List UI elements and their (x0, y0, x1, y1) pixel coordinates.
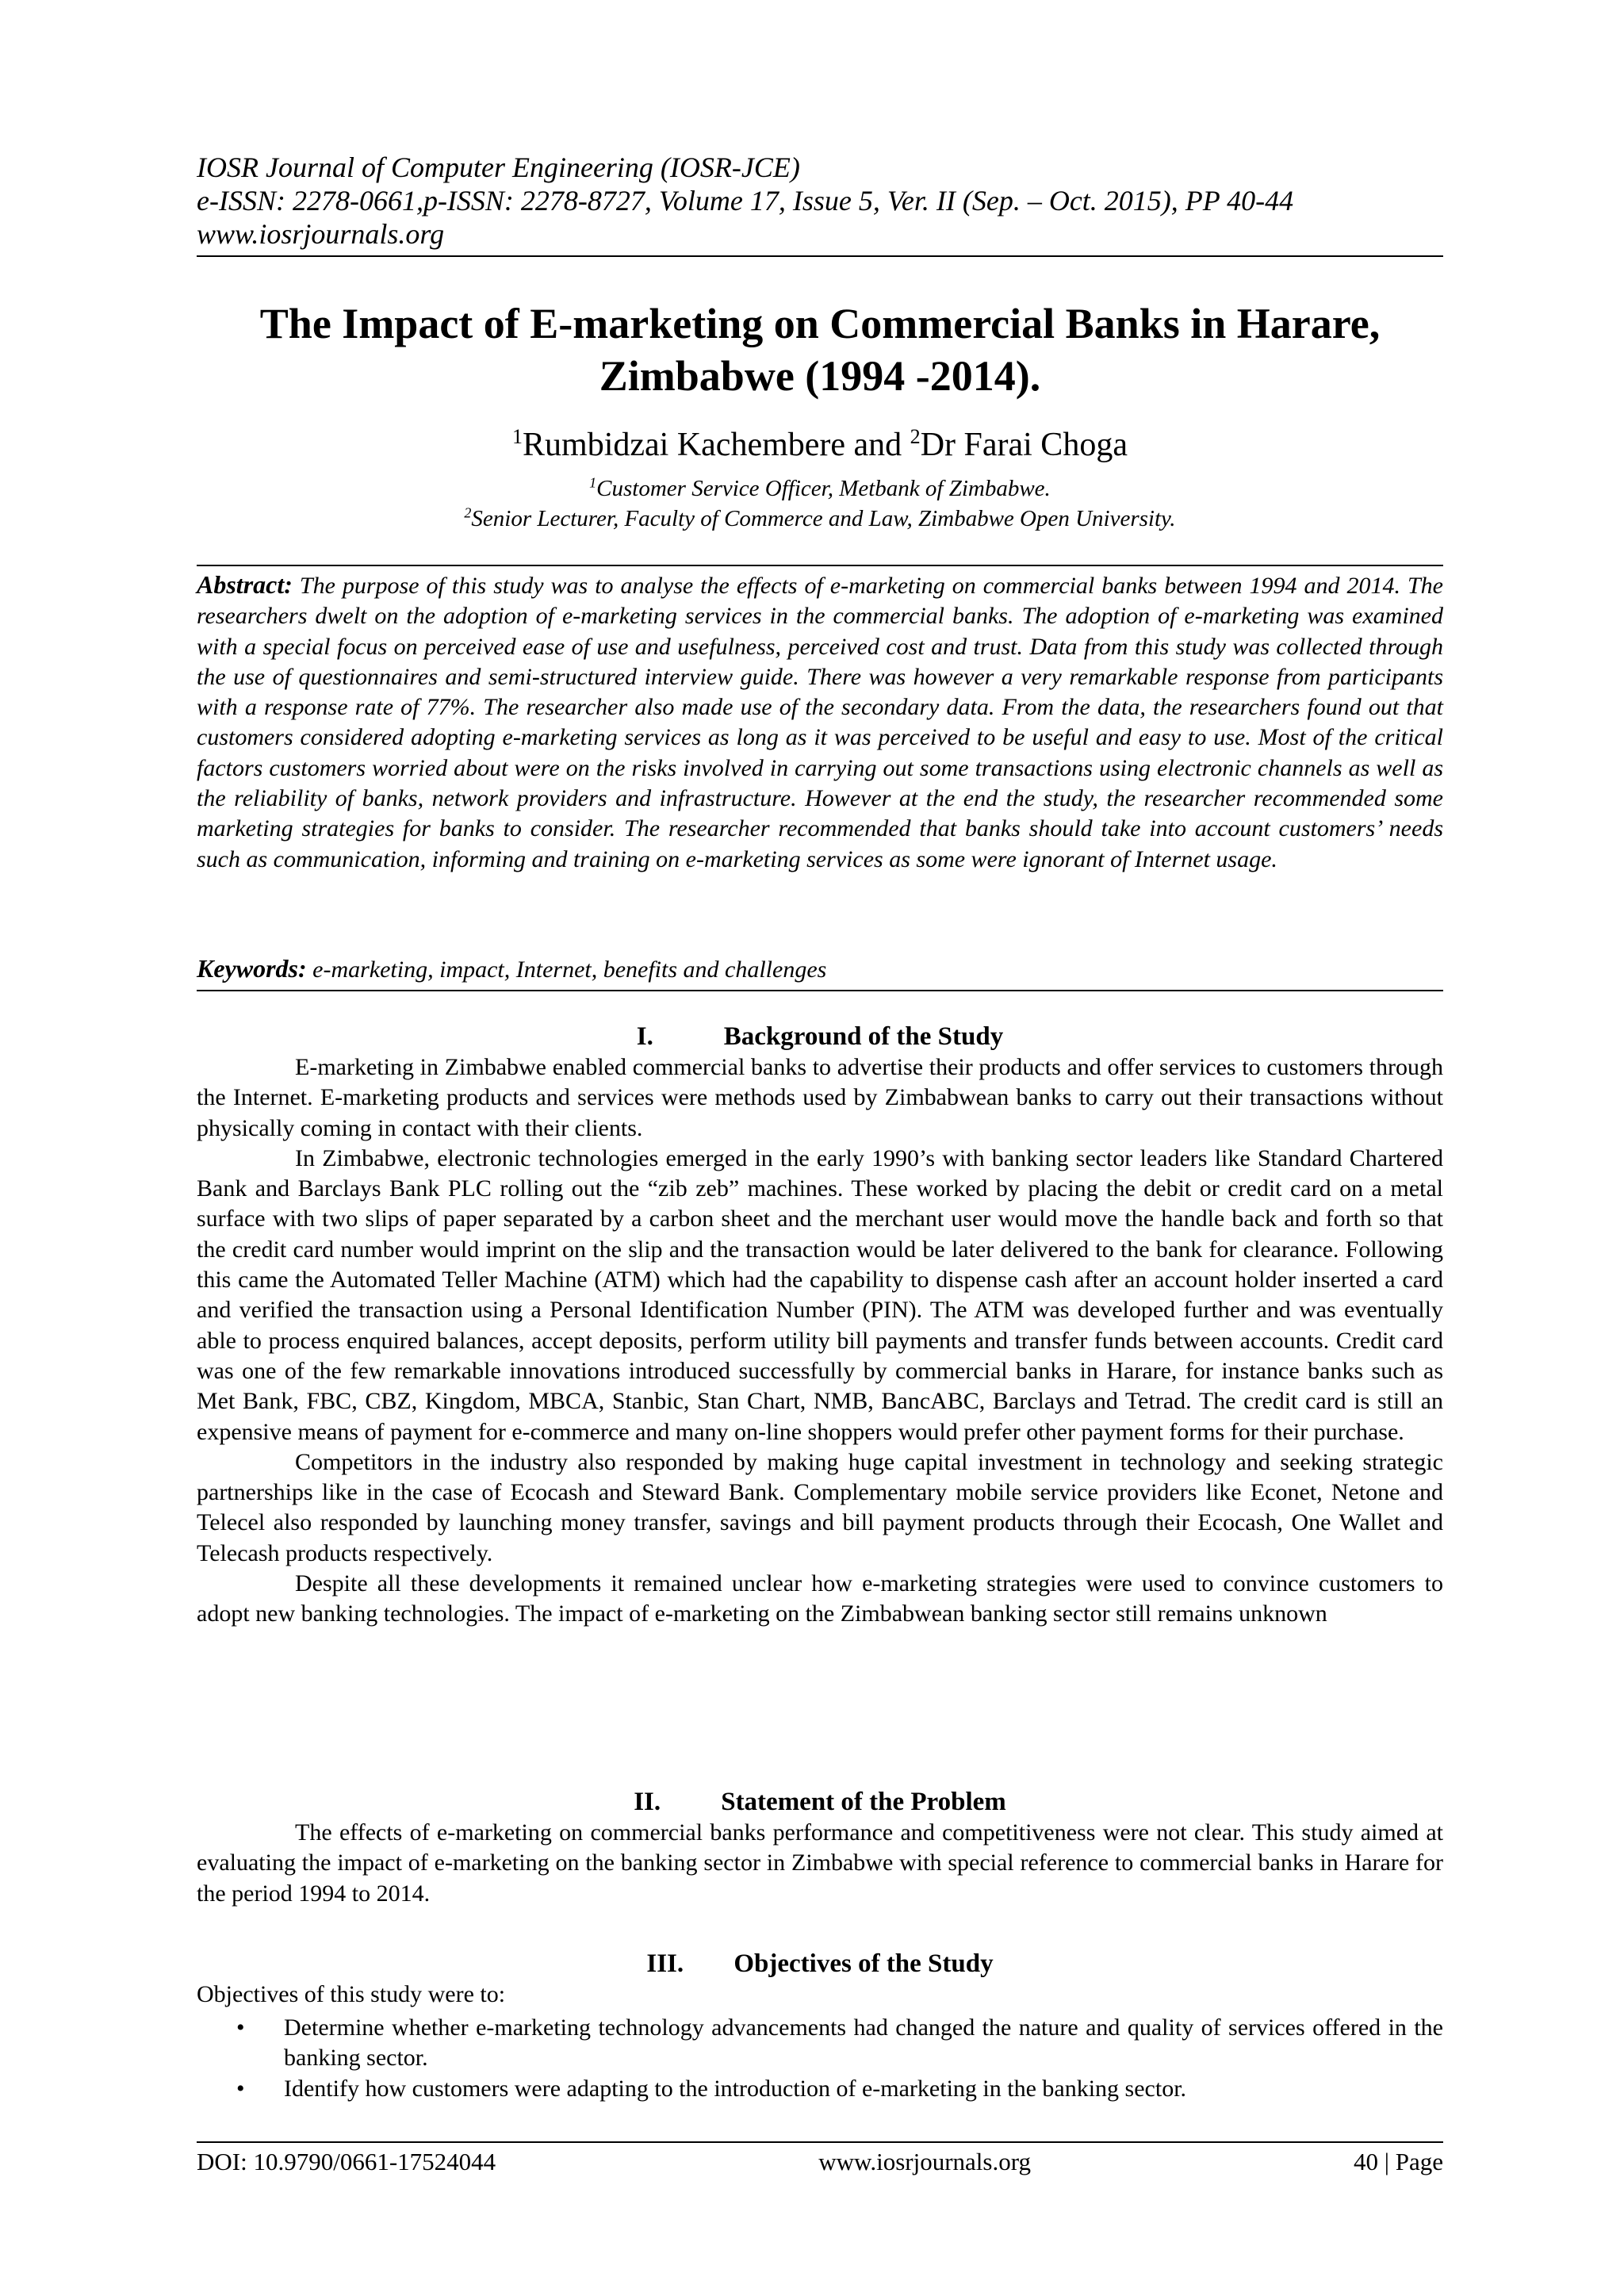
section-1-paragraph: In Zimbabwe, electronic technologies emerged in the early 1990’s with banking sector leaders like Standard Chartered Bank and Barclays Bank PLC rolling out the “zib zeb” machines. These worked by placing the debit or credit card on a metal surface with two slips of paper separated by a carbon sheet and the merchant user would move the handle back and forth so that the credit card number would imprint on the slip and the transaction would be later delivered to the bank for clearance. Following this came the Automated Teller Machine (ATM) which had the capability to dispense cash after an account holder inserted a card and verified the transaction using a Personal Identification Number (PIN). The ATM was developed further and was eventually able to process enquired balances, accept deposits, perform utility bill payments and transfer funds between accounts. Credit card was one of the few remarkable innovations introduced successfully by commercial banks in Harare, for instance banks such as Met Bank, FBC, CBZ, Kingdom, MBCA, Stanbic, Stan Chart, NMB, BancABC, Barclays and Tetrad. The credit card is still an expensive means of payment for e-commerce and many on-line shoppers would prefer other payment forms for their purchase. (197, 1144, 1443, 1445)
author-1-marker: 1 (512, 425, 523, 448)
section-1-paragraph: E-marketing in Zimbabwe enabled commercial banks to advertise their products and offer services to customers through the Internet. E-marketing products and services were methods used by Zimbabwean banks to carry out their transactions without physically coming in contact with their clients. (197, 1054, 1443, 1141)
objective-text: Determine whether e-marketing technology advancements had changed the nature and quality of services offered in the banking sector. (284, 2014, 1443, 2072)
footer-page-number: 40 | Page (1354, 2148, 1443, 2175)
affiliation-1 (197, 474, 1443, 503)
keywords (197, 953, 1443, 985)
affiliation-1-text: Customer Service Officer, Metbank of Zimbabwe. (596, 476, 1051, 501)
section-1-paragraph: Despite all these developments it remained unclear how e-marketing strategies were used to convince customers to adopt new banking technologies. The impact of e-marketing on the Zimbabwean banking sector still remains unknown (197, 1570, 1443, 1627)
keywords-label: Keywords: (197, 954, 307, 983)
authors (197, 425, 1443, 465)
page-footer (197, 2141, 1443, 2178)
paper-title (197, 297, 1443, 402)
abstract (197, 569, 1443, 875)
section-3-intro (197, 1980, 1443, 2010)
section-2-title: Statement of the Problem (721, 1788, 1006, 1816)
section-2-number: II. (634, 1788, 661, 1816)
keywords-text: e-marketing, impact, Internet, benefits and challenges (306, 956, 827, 983)
journal-name: IOSR Journal of Computer Engineering (IOSR-JCE) (197, 151, 800, 183)
bullet-icon: • (236, 2014, 245, 2041)
title-line-1: The Impact of E-marketing on Commercial Banks in Harare, (259, 300, 1381, 347)
issn-line: e-ISSN: 2278-0661,p-ISSN: 2278-8727, Volume 17, Issue 5, Ver. II (Sep. – Oct. 2015), PP 40-44 (197, 185, 1294, 217)
section-2-heading (197, 1786, 1443, 1818)
affiliation-2-text: Senior Lecturer, Faculty of Commerce and Law, Zimbabwe Open University. (471, 506, 1176, 531)
journal-header (197, 151, 1443, 257)
section-1-paragraph: Competitors in the industry also responded by making huge capital investment in technology and seeking strategic partnerships like in the case of Ecocash and Steward Bank. Complementary mobile service providers like Econet, Netone and Telecel also responded by launching money transfer, savings and bill payment products through their Ecocash, One Wallet and Telecash products respectively. (197, 1448, 1443, 1566)
author-2-marker: 2 (910, 425, 921, 448)
footer-website: www.iosrjournals.org (818, 2148, 1031, 2175)
section-1-number: I. (636, 1022, 653, 1051)
section-3-title: Objectives of the Study (733, 1949, 994, 1978)
list-item (197, 2074, 1443, 2104)
section-1-title: Background of the Study (723, 1022, 1004, 1051)
title-line-2: Zimbabwe (1994 -2014). (599, 352, 1041, 400)
section-3-number: III. (646, 1949, 684, 1978)
affiliation-2 (197, 504, 1443, 533)
abstract-text: The purpose of this study was to analyse the effects of e-marketing on commercial banks between 1994 and 2014. The researchers dwelt on the adoption of e-marketing services in the commercial banks. The adoption of e-marketing was examined with a special focus on perceived ease of use and usefulness, perceived cost and trust. Data from this study was collected through the use of questionnaires and semi-structured interview guide. There was however a very remarkable response from participants with a response rate of 77%. The researcher also made use of the secondary data. From the data, the researchers found out that customers considered adopting e-marketing services as long as it was perceived to be useful and easy to use. Most of the critical factors customers worried about were on the risks involved in carrying out some transactions using electronic channels as well as the reliability of banks, network providers and infrastructure. However at the end the study, the researcher recommended some marketing strategies for banks to consider. The researcher recommended that banks should take into account customers’ needs such as communication, informing and training on e-marketing services as some were ignorant of Internet usage. (197, 573, 1443, 872)
abstract-bottom-rule (197, 990, 1443, 991)
affiliation-2-marker: 2 (464, 504, 472, 521)
objectives-list (197, 2013, 1443, 2104)
section-1-heading (197, 1021, 1443, 1052)
bullet-icon: • (236, 2075, 245, 2102)
section-2-body (197, 1818, 1443, 1909)
section-1-body (197, 1052, 1443, 1630)
author-1-name: Rumbidzai Kachembere and (523, 427, 910, 463)
list-item (197, 2013, 1443, 2074)
journal-website: www.iosrjournals.org (197, 218, 445, 250)
abstract-top-rule (197, 565, 1443, 566)
objectives-intro: Objectives of this study were to: (197, 1981, 506, 2007)
affiliation-1-marker: 1 (589, 474, 597, 491)
section-3-heading (197, 1948, 1443, 1980)
footer-doi: DOI: 10.9790/0661-17524044 (197, 2148, 496, 2175)
section-2-paragraph: The effects of e-marketing on commercial banks performance and competitiveness were not clear. This study aimed at evaluating the impact of e-marketing on the banking sector in Zimbabwe with special reference to commercial banks in Harare for the period 1994 to 2014. (197, 1819, 1443, 1907)
abstract-label: Abstract: (197, 570, 293, 599)
objective-text: Identify how customers were adapting to the introduction of e-marketing in the banking sector. (284, 2075, 1187, 2102)
author-2-name: Dr Farai Choga (920, 427, 1128, 463)
